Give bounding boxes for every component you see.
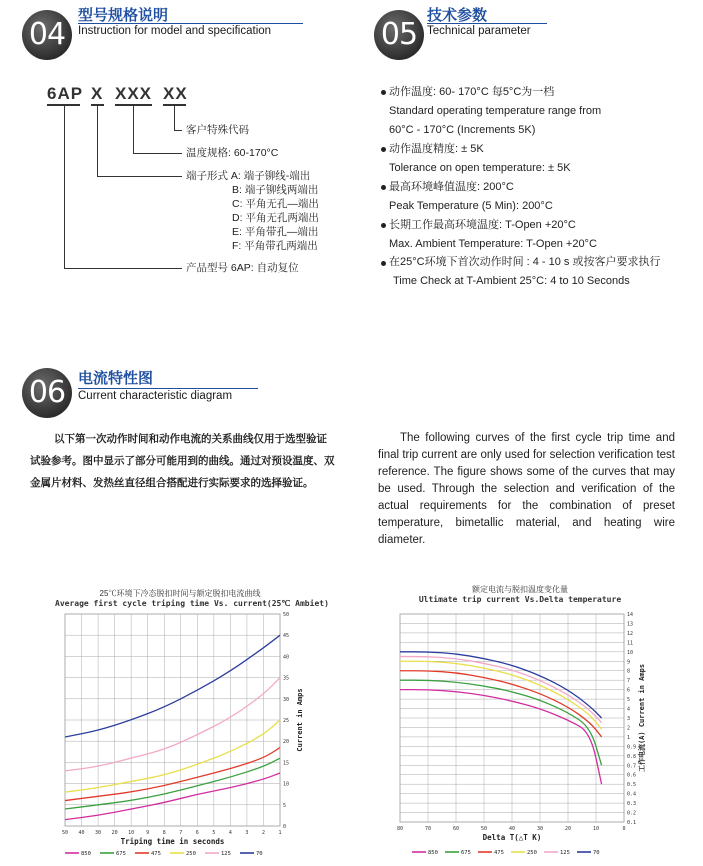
bullet bbox=[381, 147, 386, 152]
terminal-type-label: B: 端子铆线两端出 bbox=[232, 184, 319, 196]
tech-param-en: Peak Temperature (5 Min): 200°C bbox=[389, 200, 553, 212]
y-tick-label: 40 bbox=[283, 654, 290, 661]
legend-label-70: 70 bbox=[593, 850, 600, 856]
legend-label-675: 675 bbox=[461, 850, 471, 856]
y-tick-label: 6 bbox=[627, 687, 631, 694]
x-tick-label: 40 bbox=[508, 826, 516, 832]
y-tick-label: 10 bbox=[283, 781, 290, 788]
x-tick-label: 2 bbox=[261, 830, 265, 836]
connector-line bbox=[97, 106, 98, 177]
x-tick-label: 3 bbox=[245, 830, 249, 836]
tech-param-en: 60°C - 170°C (Increments 5K) bbox=[389, 124, 536, 136]
legend-label-250: 250 bbox=[186, 851, 196, 857]
x-tick-label: 1 bbox=[278, 830, 282, 836]
x-tick-label: 10 bbox=[592, 826, 600, 832]
y-tick-label: 12 bbox=[627, 630, 634, 637]
x-tick-label: 60 bbox=[452, 826, 460, 832]
y-tick-label: 11 bbox=[627, 640, 634, 647]
bullet bbox=[381, 261, 386, 266]
tech-param-cn: 最高环境峰值温度: 200°C bbox=[389, 181, 514, 193]
y-tick-label: 0.9 bbox=[627, 744, 637, 751]
y-tick-label: 9 bbox=[627, 659, 631, 666]
connector-line bbox=[174, 106, 175, 131]
section-06-title: 电流特性图 bbox=[78, 370, 154, 387]
x-tick-label: 4 bbox=[228, 830, 232, 836]
description-chinese: 以下第一次动作时间和动作电流的关系曲线仅用于选型验证试验参考。图中显示了部分可能用到的曲线。通过对预设温度、双金属片材料、发热丝直径组合搭配进行实际要求的选择验证。 bbox=[30, 433, 335, 489]
y-axis-label: Current in Amps bbox=[296, 688, 304, 752]
tech-param-cn: 在25°C环境下首次动作时间 : 4 - 10 s 或按客户要求执行 bbox=[389, 256, 661, 268]
chart1-subtitle: Average first cycle triping time Vs. current(25℃ Ambiet) bbox=[55, 599, 329, 608]
chart1-title: 25℃环境下冷态脱扣时间与额定脱扣电流曲线 bbox=[99, 589, 261, 598]
legend-label-850: 850 bbox=[81, 851, 91, 857]
section-04-badge: 04 bbox=[22, 10, 72, 60]
temperature-spec-label: 温度规格: 60-170°C bbox=[186, 147, 279, 159]
tech-param-en: Tolerance on open temperature: ± 5K bbox=[389, 162, 571, 174]
tech-param-en: Max. Ambient Temperature: T-Open +20°C bbox=[389, 238, 597, 250]
x-tick-label: 10 bbox=[128, 830, 135, 836]
y-tick-label: 5 bbox=[627, 697, 631, 704]
legend-label-70: 70 bbox=[256, 851, 263, 857]
chart1-plot bbox=[55, 608, 315, 863]
legend-label-125: 125 bbox=[560, 850, 570, 856]
tech-param-en: Standard operating temperature range from bbox=[389, 105, 602, 117]
connector-line bbox=[64, 106, 65, 269]
legend-label-675: 675 bbox=[116, 851, 126, 857]
y-tick-label: 35 bbox=[283, 675, 290, 682]
y-tick-label: 0.3 bbox=[627, 801, 637, 808]
legend-label-850: 850 bbox=[428, 850, 438, 856]
x-tick-label: 6 bbox=[195, 830, 199, 836]
x-axis-label: Delta T(△T K) bbox=[482, 833, 542, 842]
y-tick-label: 50 bbox=[283, 612, 290, 618]
x-tick-label: 0 bbox=[622, 826, 626, 832]
connector-line bbox=[133, 106, 134, 154]
x-tick-label: 20 bbox=[111, 830, 118, 836]
legend-label-475: 475 bbox=[151, 851, 161, 857]
x-tick-label: 80 bbox=[396, 826, 404, 832]
y-tick-label: 0.2 bbox=[627, 810, 637, 817]
y-tick-label: 20 bbox=[283, 739, 290, 746]
terminal-type-label: C: 平角无孔—端出 bbox=[232, 198, 319, 210]
x-tick-label: 50 bbox=[480, 826, 488, 832]
y-tick-label: 0.1 bbox=[627, 820, 637, 826]
y-tick-label: 45 bbox=[283, 633, 290, 640]
y-tick-label: 4 bbox=[627, 706, 631, 713]
bullet bbox=[381, 90, 386, 95]
y-tick-label: 0.8 bbox=[627, 753, 637, 760]
y-tick-label: 10 bbox=[627, 649, 634, 656]
y-tick-label: 2 bbox=[627, 725, 631, 732]
bullet bbox=[381, 223, 386, 228]
model-part-customer: XX bbox=[163, 84, 188, 103]
x-tick-label: 8 bbox=[162, 830, 166, 836]
terminal-type-label: 端子形式 A: 端子铆线-端出 bbox=[186, 170, 311, 182]
x-tick-label: 9 bbox=[146, 830, 150, 836]
section-05-title: 技术参数 bbox=[427, 7, 488, 24]
connector-line bbox=[133, 153, 182, 154]
chart2-plot bbox=[392, 604, 677, 862]
y-tick-label: 13 bbox=[627, 621, 634, 628]
section-06-badge: 06 bbox=[22, 368, 72, 418]
section-05-subtitle: Technical parameter bbox=[427, 23, 547, 37]
y-tick-label: 1 bbox=[627, 734, 631, 741]
x-tick-label: 30 bbox=[95, 830, 102, 836]
y-tick-label: 0.4 bbox=[627, 791, 637, 798]
description-english: The following curves of the first cycle trip time and final trip current are only used for selection verification test reference. The figure shows some of the curves that may be used. Through the selection and verification of the actual requirements for the combination of preset temperature, bimetallic material, and heating wire diameter. bbox=[378, 432, 675, 546]
section-06-subtitle: Current characteristic diagram bbox=[78, 388, 258, 402]
terminal-type-label: F: 平角带孔两端出 bbox=[232, 240, 318, 252]
x-tick-label: 50 bbox=[61, 830, 69, 836]
y-tick-label: 5 bbox=[283, 802, 287, 809]
section-05-badge: 05 bbox=[374, 10, 424, 60]
product-type-label: 产品型号 6AP: 自动复位 bbox=[186, 262, 299, 274]
chart2-title: 额定电流与脱扣温度变化量 bbox=[472, 585, 568, 594]
model-part-terminal: X bbox=[91, 84, 104, 103]
y-tick-label: 7 bbox=[627, 678, 631, 685]
section-04-title: 型号规格说明 bbox=[78, 7, 169, 24]
tech-param-cn: 动作温度精度: ± 5K bbox=[389, 143, 484, 155]
y-tick-label: 0 bbox=[283, 824, 287, 830]
terminal-type-label: D: 平角无孔两端出 bbox=[232, 212, 319, 224]
tech-param-en: Time Check at T-Ambient 25°C: 4 to 10 Seconds bbox=[393, 275, 630, 287]
y-tick-label: 30 bbox=[283, 696, 290, 703]
connector-line bbox=[97, 176, 182, 177]
y-tick-label: 15 bbox=[283, 760, 290, 767]
y-tick-label: 8 bbox=[627, 668, 631, 675]
legend-label-475: 475 bbox=[494, 850, 504, 856]
tech-param-cn: 动作温度: 60- 170°C 每5°C为一档 bbox=[389, 86, 555, 98]
x-tick-label: 40 bbox=[78, 830, 85, 836]
x-tick-label: 70 bbox=[424, 826, 432, 832]
chart2-subtitle: Ultimate trip current Vs.Delta temperature bbox=[418, 595, 622, 604]
x-axis-label: Triping time in seconds bbox=[120, 837, 225, 846]
bullet bbox=[381, 185, 386, 190]
y-tick-label: 3 bbox=[627, 716, 631, 722]
y-tick-label: 0.5 bbox=[627, 782, 637, 789]
legend-label-250: 250 bbox=[527, 850, 537, 856]
customer-code-label: 客户特殊代码 bbox=[186, 124, 249, 136]
y-axis-label: 工作电流(A) Current in Amps bbox=[638, 663, 646, 773]
y-tick-label: 25 bbox=[283, 718, 290, 724]
connector-line bbox=[64, 268, 182, 269]
model-part-temperature: XXX bbox=[115, 84, 153, 103]
section-04-subtitle: Instruction for model and specification bbox=[78, 23, 303, 37]
y-tick-label: 14 bbox=[627, 612, 634, 618]
x-tick-label: 20 bbox=[564, 826, 572, 832]
y-tick-label: 0.7 bbox=[627, 763, 637, 770]
x-tick-label: 30 bbox=[536, 826, 544, 832]
x-tick-label: 7 bbox=[179, 830, 183, 836]
y-tick-label: 0.6 bbox=[627, 772, 637, 779]
tech-param-cn: 长期工作最高环境温度: T-Open +20°C bbox=[389, 219, 576, 231]
terminal-type-label: E: 平角带孔—端出 bbox=[232, 226, 319, 238]
legend-label-125: 125 bbox=[221, 851, 231, 857]
x-tick-label: 5 bbox=[212, 830, 216, 836]
model-part-series: 6AP bbox=[47, 84, 84, 103]
connector-line bbox=[174, 130, 182, 131]
